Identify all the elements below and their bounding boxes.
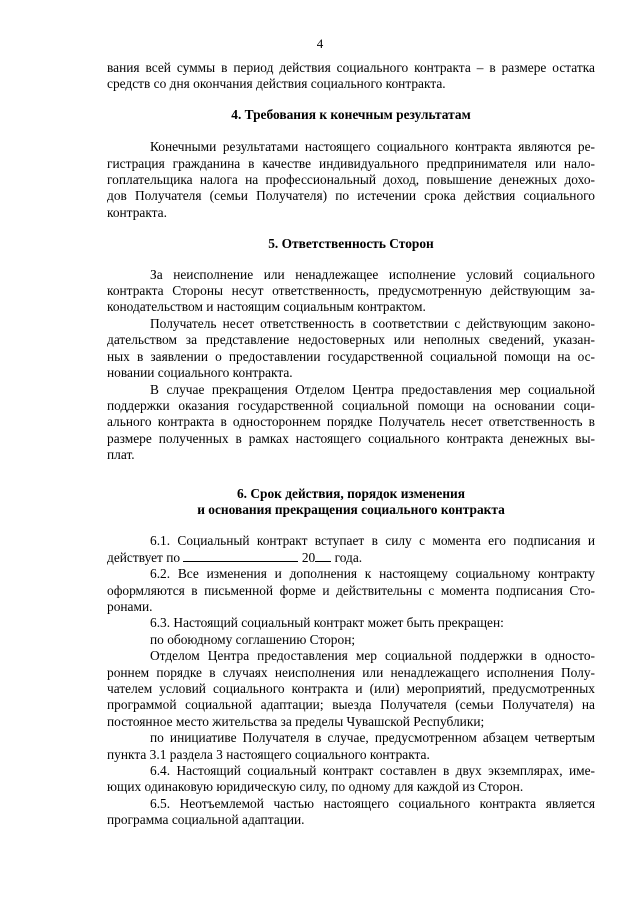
text-line: контракта. [107,204,167,220]
section-6-body [107,533,595,828]
text-line: по инициативе Получателя в случае, предусмотренном абзацем четвертым [150,730,595,746]
section-5-heading: 5. Ответственность Сторон [268,236,434,252]
text-line: ронами. [107,598,153,614]
text-line: контракта Стороны несут ответственность, предусмотренную действующим за- [107,283,595,299]
text-line: по обоюдному соглашению Сторон; [150,631,356,647]
section-6-heading-line-1: 6. Срок действия, порядок изменения [236,485,466,501]
text-line: гистрация гражданина в качестве индивидуального предпринимателя или нало- [107,155,595,171]
section-6-heading-line-2: и основания прекращения социального контракта [197,501,505,517]
text-line: ных в заявлении о предоставлении государственной социальной помощи на ос- [107,348,595,364]
date-blank-field [183,550,298,562]
text-line: размере полученных в рамках настоящего социального контракта денежных вы- [107,430,595,446]
text-line: дательством за представление недостоверных или неполных сведений, указан- [107,332,595,348]
section-4-heading: 4. Требования к конечным результатам [231,106,471,122]
text-fragment: действует по [107,549,181,565]
text-line: новании социального контракта. [107,365,293,381]
text-line: дов Получателя (семьи Получателя) по истечении срока действия социального [107,188,595,204]
text-line: За неисполнение или ненадлежащее исполнение условий социального [150,266,595,282]
year-prefix: 20 [301,549,316,565]
text-line: Конечными результатами настоящего социального контракта являются ре- [150,139,595,155]
text-line: оформляются в письменной форме и действительны с момента подписания Сто- [107,582,595,598]
text-line: 6.4. Настоящий социальный контракт составлен в двух экземплярах, име- [150,763,595,779]
text-line: 6.1. Социальный контракт вступает в силу с момента его подписания и [150,533,595,549]
section-4-body [107,139,595,221]
page-number: 4 [316,36,324,51]
document-body [107,60,595,829]
year-blank-field [315,550,331,562]
text-line: ального контракта в одностороннем порядке Получатель несет ответственность в [107,414,595,430]
text-line: чателем условий социального контракта и (или) мероприятий, предусмотренных [107,681,595,696]
text-line: вания всей суммы в период действия социального контракта – в размере остатка [107,60,595,75]
text-line: Получатель несет ответственность в соответствии с действующим законо- [150,315,595,331]
text-line: роннем порядке в случаях неисполнения или ненадлежащего исполнения Полу- [107,664,595,680]
text-line: постоянное место жительства за пределы Чувашской Республики; [107,713,485,729]
text-line: средств со дня окончания действия социального контракта. [107,76,446,92]
text-line: конодательством и настоящим социальным контрактом. [107,299,426,315]
text-line: программа социальной адаптации. [107,812,305,828]
text-line: гоплательщика налога на профессиональный доход, повышение денежных дохо- [107,172,595,188]
text-line: плат. [107,447,135,463]
text-line: пункта 3.1 раздела 3 настоящего социального контракта. [107,746,430,762]
text-line-with-blanks [107,550,595,566]
text-line: 6.5. Неотъемлемой частью настоящего социального контракта является [150,795,595,811]
text-line: В случае прекращения Отделом Центра предоставления мер социальной [150,381,595,397]
text-line: Отделом Центра предоставления мер социальной поддержки в односто- [150,648,595,664]
text-line: поддержки оказания государственной социальной помощи на основании соци- [107,397,595,413]
text-fragment: года. [334,549,363,565]
text-line: 6.2. Все изменения и дополнения к настоящему социальному контракту [150,566,595,582]
text-line: 6.3. Настоящий социальный контракт может быть прекращен: [150,615,504,631]
text-line: ющих одинаковую юридическую силу, по одному для каждой из Сторон. [107,779,524,795]
section-5-body [107,267,595,464]
text-line: программой социальной адаптации; выезда Получателя (семьи Получателя) на [107,697,595,713]
